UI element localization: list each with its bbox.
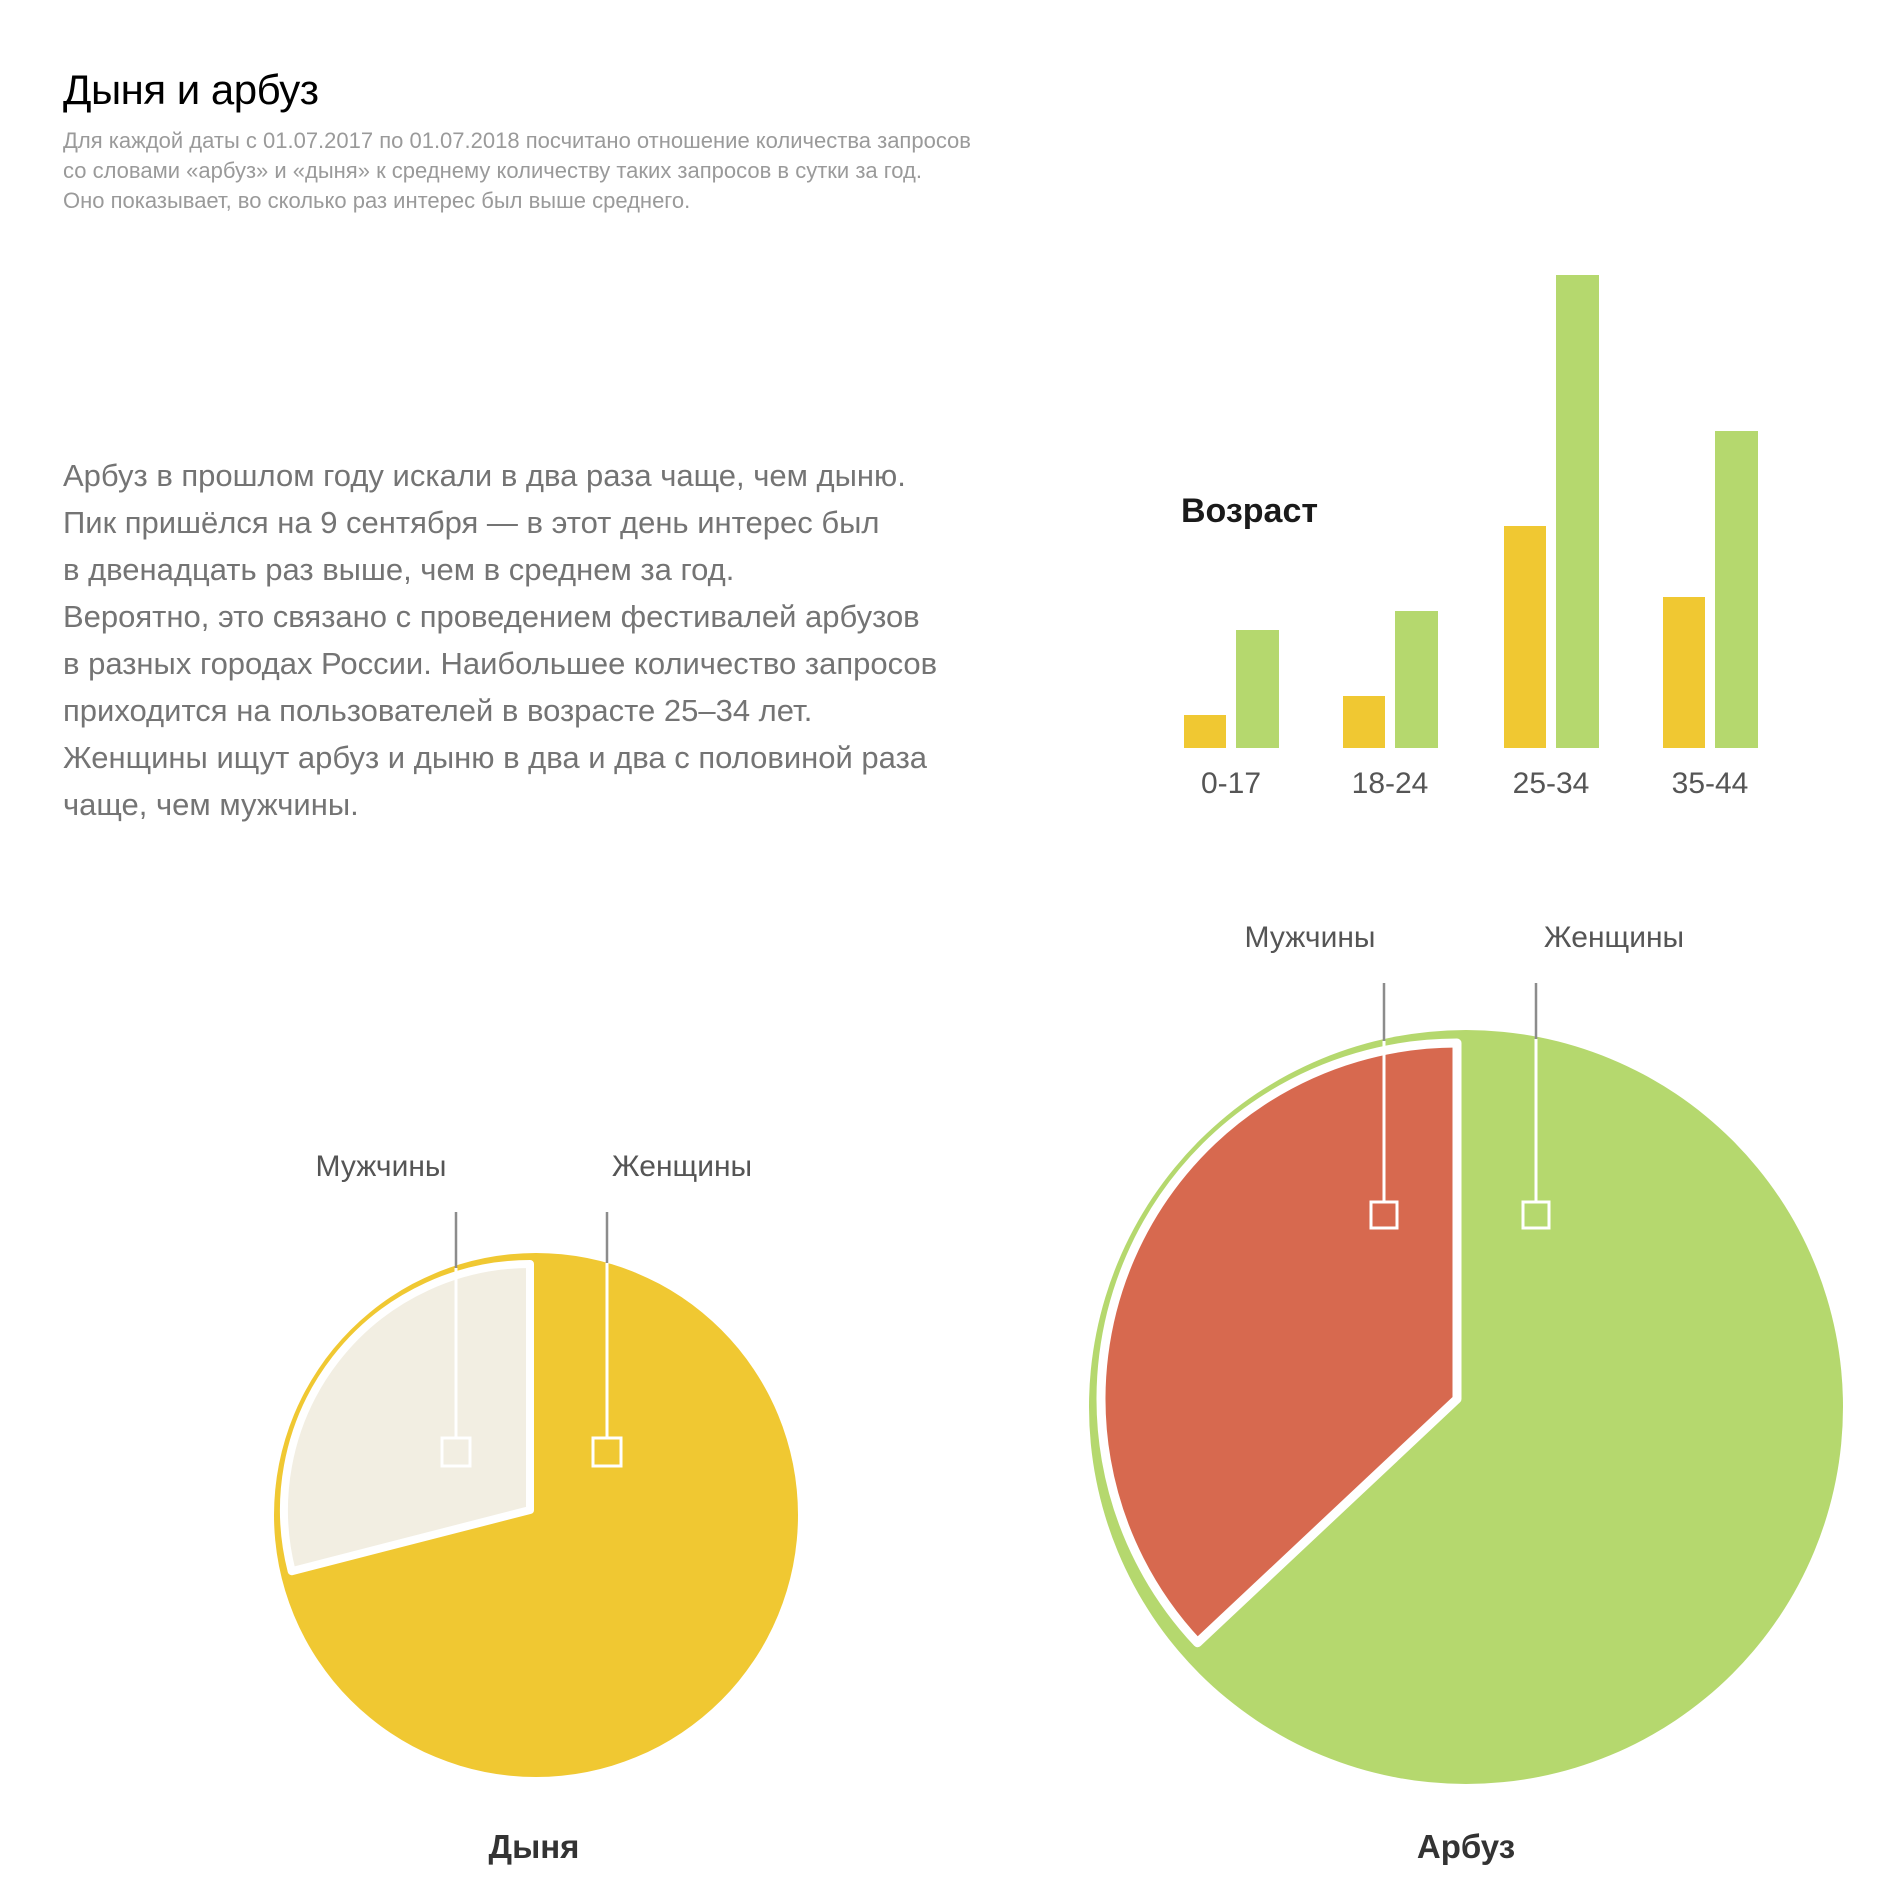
melon-men-label: Мужчины [315,1150,447,1183]
body-line: Арбуз в прошлом году искали в два раза чаще, чем дыню. [63,458,906,493]
subtitle-line: со словами «арбуз» и «дыня» к среднему количеству таких запросов в сутки за год. [63,158,922,183]
watermelon-pie-title: Арбуз [1416,1828,1516,1865]
subtitle-line: Оно показывает, во сколько раз интерес был выше среднего. [63,188,691,213]
body-line: чаще, чем мужчины. [63,787,359,822]
age-category-label: 0-17 [1200,767,1262,800]
melon-women-label: Женщины [611,1150,753,1183]
body-line: в разных городах России. Наибольшее количество запросов [63,646,938,681]
age-chart-title: Возраст [1181,492,1319,530]
body-line: в двенадцать раз выше, чем в среднем за год. [63,552,735,587]
body-line: приходится на пользователей в возрасте 25–34 лет. [63,693,813,728]
age-category-label: 35-44 [1671,767,1749,800]
age-category-label: 25-34 [1512,767,1590,800]
melon-pie-title: Дыня [488,1828,580,1865]
page-title: Дыня и арбуз [63,66,319,113]
body-line: Вероятно, это связано с проведением фестивалей арбузов [63,599,920,634]
subtitle-line: Для каждой даты с 01.07.2017 по 01.07.2018 посчитано отношение количества запросов [63,128,971,153]
body-line: Женщины ищут арбуз и дыню в два и два с половиной раза [63,740,928,775]
age-category-label: 18-24 [1351,767,1429,800]
body-line: Пик пришёлся на 9 сентября — в этот день интерес был [63,505,880,540]
watermelon-women-label: Женщины [1543,921,1685,954]
watermelon-men-label: Мужчины [1244,921,1376,954]
